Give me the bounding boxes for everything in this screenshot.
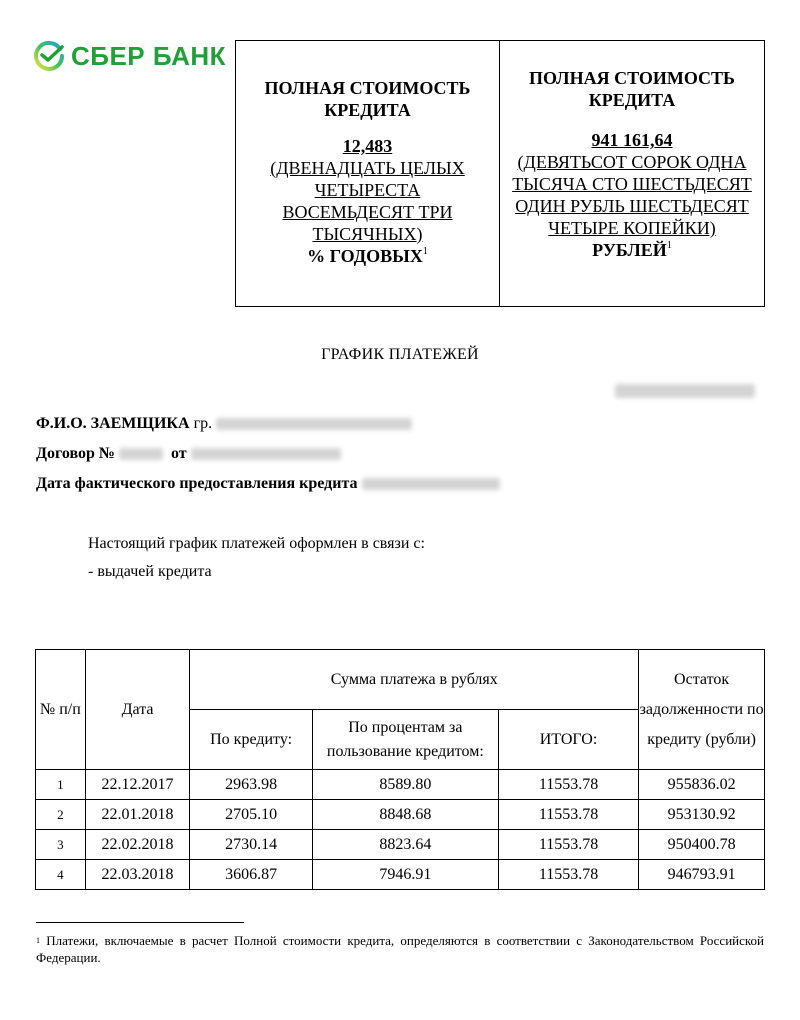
issue-date-field — [36, 474, 500, 494]
row-date: 22.12.2017 — [85, 770, 190, 800]
header-number: № п/п — [36, 650, 86, 770]
redacted-borrower-name — [216, 418, 412, 430]
row-interest: 8848.68 — [312, 800, 498, 830]
row-interest: 8823.64 — [312, 830, 498, 860]
intro-line-2: - выдачей кредита — [88, 563, 212, 580]
footnote — [36, 932, 764, 966]
header-date: Дата — [85, 650, 190, 770]
row-balance: 953130.92 — [639, 800, 765, 830]
psk-rate-words: (ДВЕНАДЦАТЬ ЦЕЛЫХ ЧЕТЫРЕСТА ВОСЕМЬДЕСЯТ ТРИ ТЫСЯЧНЫХ) — [270, 158, 465, 244]
psk-amount-box — [499, 40, 765, 307]
psk-rate-box — [235, 40, 500, 307]
row-balance: 950400.78 — [639, 830, 765, 860]
row-date: 22.01.2018 — [85, 800, 190, 830]
psk-amount-unit: РУБЛЕЙ — [592, 240, 667, 260]
footnote-ref: 1 — [422, 246, 428, 257]
sber-logo-icon — [33, 40, 65, 72]
footnote-divider — [36, 922, 244, 923]
borrower-prefix: гр. — [193, 415, 213, 432]
psk-amount-words: (ДЕВЯТЬСОТ СОРОК ОДНА ТЫСЯЧА СТО ШЕСТЬДЕСЯТ ОДИН РУБЛЬ ШЕСТЬДЕСЯТ ЧЕТЫРЕ КОПЕЙКИ) — [512, 152, 752, 238]
row-number: 2 — [36, 800, 86, 830]
psk-rate-title: ПОЛНАЯ СТОИМОСТЬ КРЕДИТА — [264, 78, 471, 120]
psk-rate-unit-line — [248, 245, 487, 267]
psk-amount-value: 941 161,64 — [591, 130, 673, 150]
contract-from: от — [170, 445, 187, 462]
contract-label: Договор № — [36, 445, 115, 462]
table-row — [36, 860, 765, 890]
contract-field — [36, 444, 341, 464]
issue-date-label: Дата фактического предоставления кредита — [36, 475, 358, 492]
row-total: 11553.78 — [498, 770, 638, 800]
footnote-text: Платежи, включаемые в расчет Полной стоимости кредита, определяются в соответствии с Законодательством Российской Федерации. — [36, 933, 764, 965]
table-row — [36, 770, 765, 800]
row-total: 11553.78 — [498, 860, 638, 890]
redacted-issue-date — [362, 478, 500, 490]
header-balance: Остаток задолженности по кредиту (рубли) — [639, 650, 765, 770]
row-interest: 7946.91 — [312, 860, 498, 890]
row-total: 11553.78 — [498, 800, 638, 830]
row-number: 3 — [36, 830, 86, 860]
row-principal: 2705.10 — [190, 800, 312, 830]
table-row — [36, 830, 765, 860]
row-interest: 8589.80 — [312, 770, 498, 800]
psk-amount-unit-line — [512, 239, 752, 261]
header-interest: По процентам за пользование кредитом: — [312, 710, 498, 770]
brand-name: СБЕР БАНК — [71, 40, 226, 71]
row-principal: 3606.87 — [190, 860, 312, 890]
row-number: 1 — [36, 770, 86, 800]
intro-line-1: Настоящий график платежей оформлен в связи с: — [88, 535, 425, 552]
sber-logo — [33, 40, 226, 72]
row-date: 22.02.2018 — [85, 830, 190, 860]
psk-rate-unit: % ГОДОВЫХ — [307, 246, 423, 266]
footnote-ref: 1 — [666, 240, 672, 251]
payment-schedule-table — [35, 649, 765, 890]
redacted-contract-number — [119, 448, 163, 460]
redacted-contract-date — [191, 448, 341, 460]
header-principal: По кредиту: — [190, 710, 312, 770]
psk-rate-value: 12,483 — [342, 136, 393, 156]
header-payment-group: Сумма платежа в рублях — [190, 650, 639, 710]
row-principal: 2963.98 — [190, 770, 312, 800]
row-balance: 946793.91 — [639, 860, 765, 890]
table-row — [36, 800, 765, 830]
row-balance: 955836.02 — [639, 770, 765, 800]
borrower-field — [36, 414, 412, 434]
page-title: ГРАФИК ПЛАТЕЖЕЙ — [321, 346, 479, 363]
footnote-mark: 1 — [36, 936, 40, 945]
row-total: 11553.78 — [498, 830, 638, 860]
borrower-label: Ф.И.О. ЗАЕМЩИКА — [36, 415, 190, 432]
row-date: 22.03.2018 — [85, 860, 190, 890]
psk-amount-title: ПОЛНАЯ СТОИМОСТЬ КРЕДИТА — [529, 68, 735, 110]
row-number: 4 — [36, 860, 86, 890]
table-header-row — [36, 650, 765, 710]
header-total: ИТОГО: — [498, 710, 638, 770]
row-principal: 2730.14 — [190, 830, 312, 860]
redacted-date — [615, 384, 755, 398]
